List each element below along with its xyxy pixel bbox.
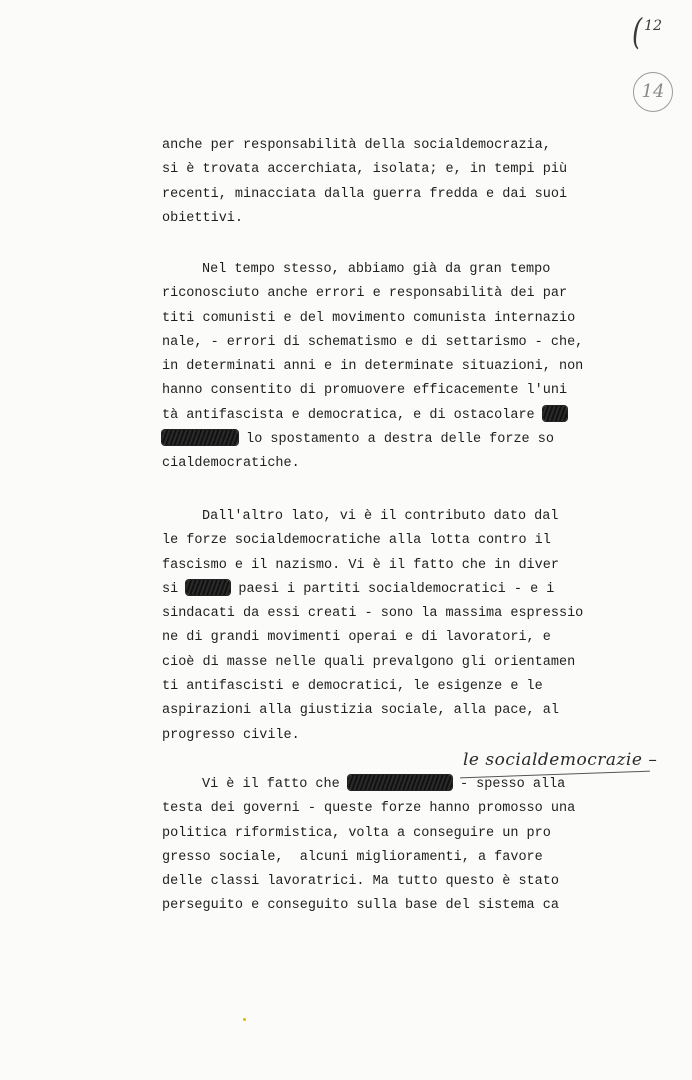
text-segment: lo spostamento a destra delle forze so [246,432,554,448]
text-line: sindacati da essi creati - sono la massima espressio [162,606,584,622]
text-line [162,773,582,797]
text-segment: paesi i partiti socialdemocratici - e i [238,581,555,597]
text-line: cialdemocratiche. [162,456,300,472]
page-number-value: 12 [644,18,662,34]
text-line: recenti, minacciata dalla guerra fredda e dai suoi [162,186,568,202]
text-line: fascismo e il nazismo. Vi è il fatto che in diver [162,557,559,573]
text-line [162,428,582,452]
text-line: ti antifascisti e democratici, le esigenze e le [162,679,543,695]
text-line: Dall'altro lato, vi è il contributo dato dal [202,509,559,524]
paragraph-1 [162,134,582,231]
text-line: politica riformistica, volta a conseguire un pro [162,825,551,841]
paragraph-3 [162,505,582,748]
text-line: riconosciuto anche errori e responsabilità dei par [162,286,568,302]
text-segment: si [162,581,179,597]
text-line: perseguito e conseguito sulla base del sistema ca [162,898,559,914]
text-segment: tà antifascista e democratica, e di ostacolare [162,407,535,423]
page-number: ( $^{12}$ [632,12,662,54]
paragraph-4 [162,773,582,919]
circled-page-number: 14 [633,72,673,112]
text-line: ne di grandi movimenti operai e di lavoratori, e [162,630,551,646]
text-line: aspirazioni alla giustizia sociale, alla pace, al [162,703,559,719]
text-line: testa dei governi - queste forze hanno promosso una [162,801,576,817]
redaction-mark [348,775,452,790]
text-line: progresso civile. [162,727,300,743]
redaction-mark [186,580,230,595]
text-line: titi comunisti e del movimento comunista internazio [162,310,576,326]
text-line: delle classi lavoratrici. Ma tutto questo è stato [162,874,559,890]
text-line: obiettivi. [162,210,244,226]
text-line: hanno consentito di promuovere efficacemente l'uni [162,383,568,399]
redaction-mark [162,430,238,445]
text-line: Nel tempo stesso, abbiamo già da gran tempo [202,262,551,277]
text-line: gresso sociale, alcuni miglioramenti, a favore [162,849,543,865]
text-segment: - spesso alla [459,777,566,792]
handwritten-note: le socialdemocrazie – [463,750,658,770]
text-line [162,578,582,602]
text-line: anche per responsabilità della socialdemocrazia, [162,138,551,153]
text-line: cioè di masse nelle quali prevalgono gli orientamen [162,654,576,670]
text-line: in determinati anni e in determinate situazioni, non [162,359,584,375]
text-line [162,404,582,428]
text-line: nale, - errori di schematismo e di settarismo - che, [162,334,584,350]
text-line: le forze socialdemocratiche alla lotta contro il [162,533,551,549]
redaction-mark [543,406,567,421]
text-segment: Vi è il fatto che [202,777,340,792]
paragraph-2 [162,258,582,477]
text-line: si è trovata accerchiata, isolata; e, in tempi più [162,162,568,178]
paper-speck [243,1018,246,1021]
